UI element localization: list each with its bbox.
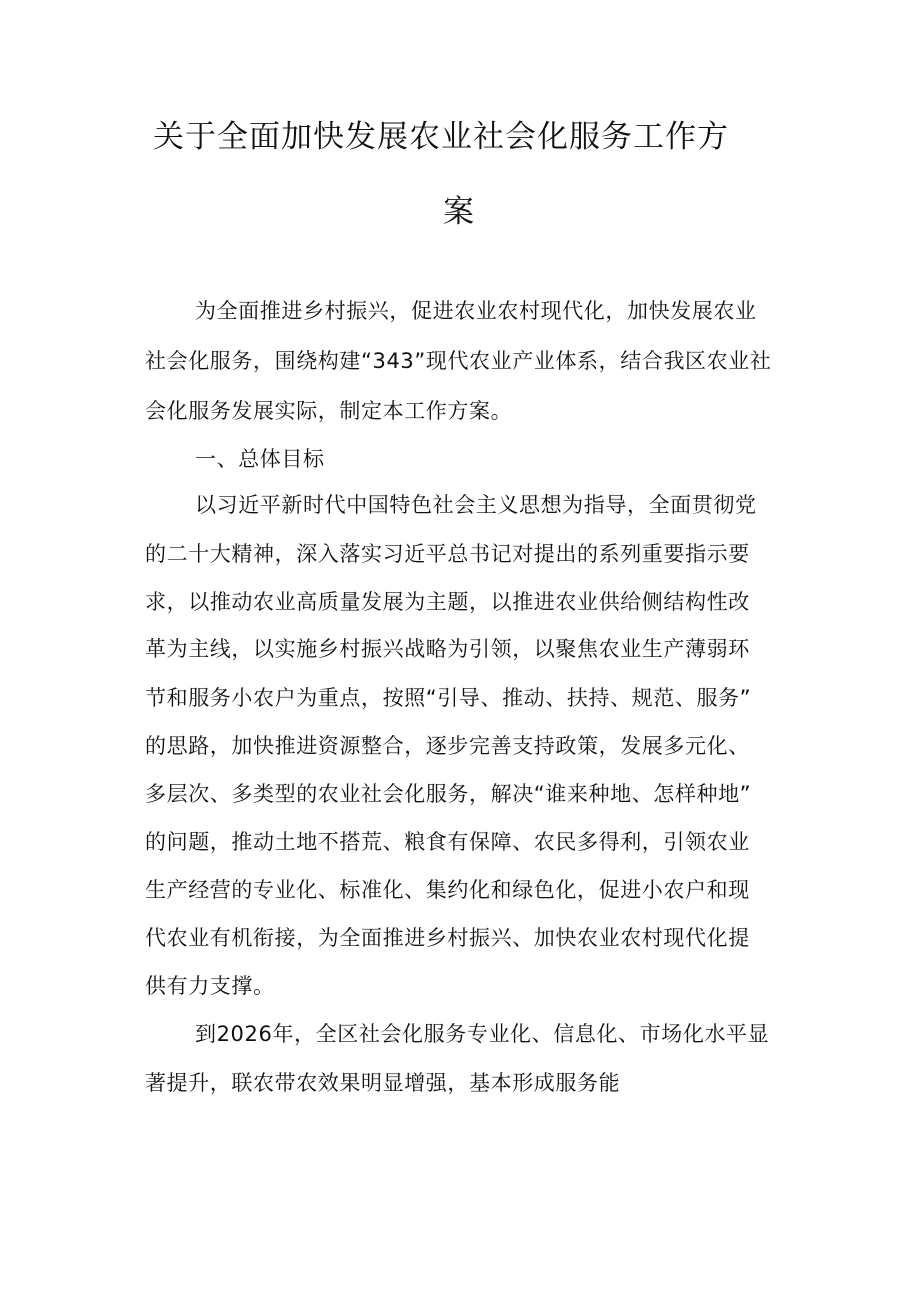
document-title-line-1: 关于全面加快发展农业社会化服务工作方 [153, 119, 729, 155]
body-line: 节和服务小农户为重点，按照“引导、推动、扶持、规范、服务” [145, 686, 752, 710]
body-line: 革为主线，以实施乡村振兴战略为引领，以聚焦农业生产薄弱环 [145, 637, 750, 661]
body-line: 的问题，推动土地不搭荒、粮食有保障、农民多得利，引领农业 [145, 830, 750, 854]
body-line: 求，以推动农业高质量发展为主题，以推进农业供给侧结构性改 [145, 590, 750, 614]
body-line: 社会化服务，围绕构建“343”现代农业产业体系，结合我区农业社 [145, 349, 772, 373]
body-line: 会化服务发展实际，制定本工作方案。 [145, 399, 513, 423]
body-line: 代农业有机衔接，为全面推进乡村振兴、加快农业农村现代化提 [145, 926, 750, 950]
section-heading: 一、总体目标 [195, 447, 325, 471]
body-line: 以习近平新时代中国特色社会主义思想为指导，全面贯彻党 [195, 493, 757, 517]
body-line: 为全面推进乡村振兴，促进农业农村现代化，加快发展农业 [195, 299, 757, 323]
body-line: 生产经营的专业化、标准化、集约化和绿色化，促进小农户和现 [145, 878, 750, 902]
body-line: 到2026年，全区社会化服务专业化、信息化、市场化水平显 [195, 1022, 770, 1046]
body-line: 的二十大精神，深入落实习近平总书记对提出的系列重要指示要 [145, 542, 750, 566]
body-line: 多层次、多类型的农业社会化服务，解决“谁来种地、怎样种地” [145, 782, 752, 806]
body-line: 的思路，加快推进资源整合，逐步完善支持政策，发展多元化、 [145, 734, 750, 758]
body-line: 供有力支撑。 [145, 974, 275, 998]
document-title-line-2: 案 [443, 194, 475, 230]
body-line: 著提升，联农带农效果明显增强，基本形成服务能 [145, 1071, 621, 1095]
